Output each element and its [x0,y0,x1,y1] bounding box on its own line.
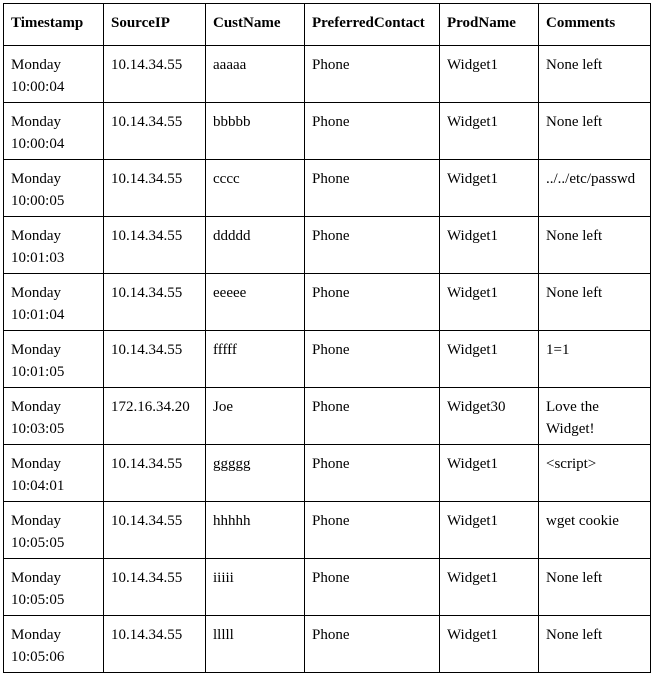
cell-cust-name: hhhhh [206,502,305,559]
cell-preferred-contact: Phone [305,388,440,445]
cell-source-ip: 10.14.34.55 [104,616,206,673]
table-row [4,274,651,331]
cell-timestamp: Monday 10:05:05 [4,559,104,616]
cell-prod-name: Widget1 [440,331,539,388]
cell-source-ip: 10.14.34.55 [104,217,206,274]
cell-prod-name: Widget1 [440,445,539,502]
cell-prod-name: Widget1 [440,502,539,559]
table-row [4,160,651,217]
table-row [4,103,651,160]
table-row [4,559,651,616]
cell-timestamp: Monday 10:05:06 [4,616,104,673]
web-log-table [3,3,651,673]
cell-timestamp: Monday 10:05:05 [4,502,104,559]
table-row [4,616,651,673]
cell-source-ip: 172.16.34.20 [104,388,206,445]
cell-preferred-contact: Phone [305,502,440,559]
cell-cust-name: Joe [206,388,305,445]
header-timestamp: Timestamp [4,4,104,46]
header-row [4,4,651,46]
header-prod-name: ProdName [440,4,539,46]
cell-cust-name: ggggg [206,445,305,502]
cell-prod-name: Widget1 [440,217,539,274]
cell-prod-name: Widget1 [440,559,539,616]
table-row [4,331,651,388]
cell-source-ip: 10.14.34.55 [104,274,206,331]
cell-cust-name: fffff [206,331,305,388]
cell-timestamp: Monday 10:00:05 [4,160,104,217]
table-row [4,388,651,445]
cell-preferred-contact: Phone [305,46,440,103]
header-cust-name: CustName [206,4,305,46]
cell-timestamp: Monday 10:03:05 [4,388,104,445]
cell-source-ip: 10.14.34.55 [104,445,206,502]
cell-preferred-contact: Phone [305,160,440,217]
header-preferred-contact: PreferredContact [305,4,440,46]
cell-source-ip: 10.14.34.55 [104,331,206,388]
cell-prod-name: Widget30 [440,388,539,445]
cell-timestamp: Monday 10:01:05 [4,331,104,388]
table-body [4,46,651,673]
cell-source-ip: 10.14.34.55 [104,559,206,616]
cell-source-ip: 10.14.34.55 [104,502,206,559]
cell-source-ip: 10.14.34.55 [104,46,206,103]
cell-comments: None left [539,274,651,331]
table-row [4,46,651,103]
cell-cust-name: eeeee [206,274,305,331]
cell-preferred-contact: Phone [305,217,440,274]
cell-prod-name: Widget1 [440,160,539,217]
cell-preferred-contact: Phone [305,445,440,502]
cell-comments: wget cookie [539,502,651,559]
cell-cust-name: bbbbb [206,103,305,160]
cell-prod-name: Widget1 [440,46,539,103]
cell-timestamp: Monday 10:00:04 [4,46,104,103]
header-source-ip: SourceIP [104,4,206,46]
cell-prod-name: Widget1 [440,103,539,160]
header-comments: Comments [539,4,651,46]
table-row [4,445,651,502]
cell-preferred-contact: Phone [305,559,440,616]
table-header [4,4,651,46]
cell-comments: None left [539,46,651,103]
cell-comments: None left [539,559,651,616]
cell-cust-name: iiiii [206,559,305,616]
cell-timestamp: Monday 10:01:03 [4,217,104,274]
cell-comments: <script> [539,445,651,502]
cell-comments: None left [539,217,651,274]
cell-comments: ../../etc/passwd [539,160,651,217]
cell-preferred-contact: Phone [305,331,440,388]
cell-comments: None left [539,103,651,160]
cell-comments: None left [539,616,651,673]
cell-timestamp: Monday 10:04:01 [4,445,104,502]
cell-source-ip: 10.14.34.55 [104,160,206,217]
cell-preferred-contact: Phone [305,616,440,673]
table-row [4,217,651,274]
cell-timestamp: Monday 10:01:04 [4,274,104,331]
cell-source-ip: 10.14.34.55 [104,103,206,160]
cell-timestamp: Monday 10:00:04 [4,103,104,160]
cell-cust-name: lllll [206,616,305,673]
cell-cust-name: cccc [206,160,305,217]
cell-preferred-contact: Phone [305,103,440,160]
cell-prod-name: Widget1 [440,274,539,331]
cell-comments: 1=1 [539,331,651,388]
cell-prod-name: Widget1 [440,616,539,673]
cell-cust-name: aaaaa [206,46,305,103]
cell-comments: Love the Widget! [539,388,651,445]
table-row [4,502,651,559]
cell-cust-name: ddddd [206,217,305,274]
cell-preferred-contact: Phone [305,274,440,331]
